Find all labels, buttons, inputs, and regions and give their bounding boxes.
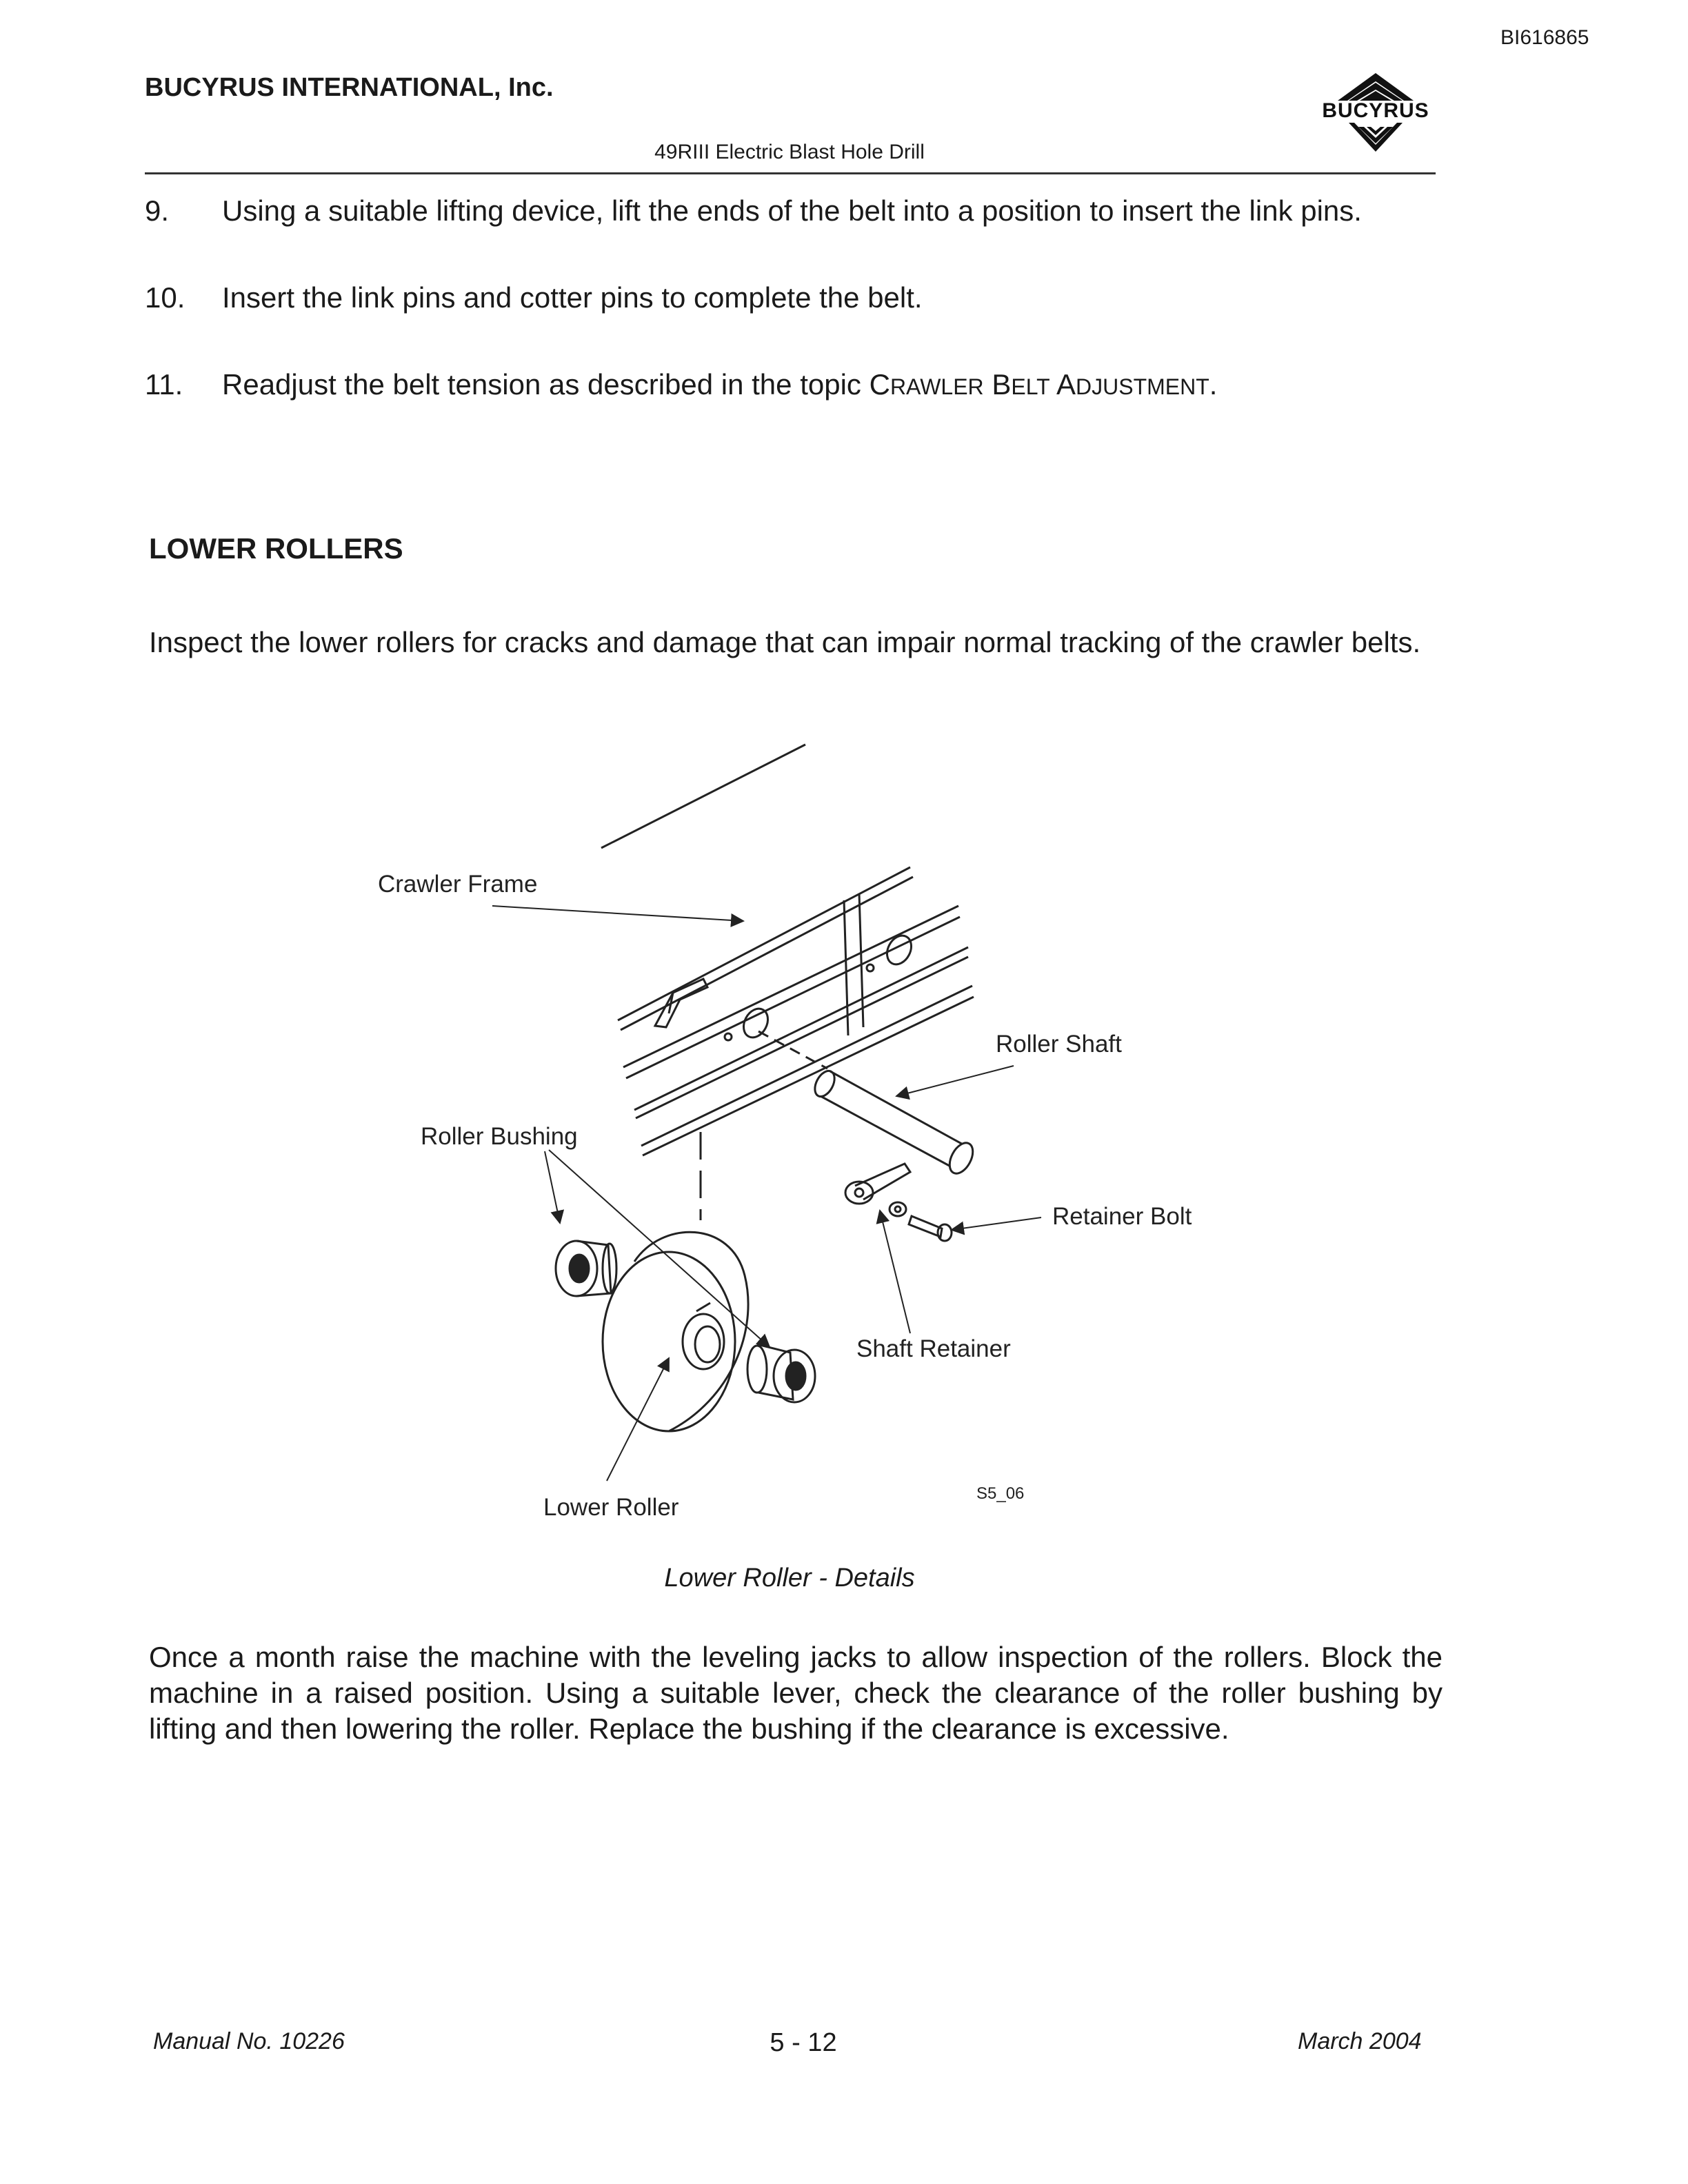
footer-page-number: 5 - 12 [770, 2028, 837, 2057]
label-shaft-retainer: Shaft Retainer [856, 1335, 1011, 1362]
intro-paragraph: Inspect the lower rollers for cracks and damage that can impair normal tracking of the crawler belts. [149, 626, 1421, 658]
document-id: BI616865 [1500, 26, 1589, 49]
inspection-paragraph: Once a month raise the machine with the leveling jacks to allow inspection of the rollers. Block the machine in a raised position. Using a suitable lever, check the clearance of the roller bushing by lifting and then lowering the roller. Replace the bushing if the clearance is excessive. [149, 1641, 1443, 1745]
label-roller-shaft: Roller Shaft [996, 1031, 1122, 1058]
step-text: Readjust the belt tension as described in the topic [222, 368, 870, 401]
step-10 [145, 280, 1455, 316]
logo-wordmark: BUCYRUS [1322, 99, 1429, 122]
topic-reference: CRAWLER BELT ADJUSTMENT [869, 368, 1209, 401]
figure-id: S5_06 [976, 1484, 1025, 1503]
step-number: 9. [145, 194, 170, 227]
section-title: LOWER ROLLERS [149, 532, 403, 565]
label-retainer-bolt: Retainer Bolt [1052, 1203, 1192, 1230]
label-crawler-frame: Crawler Frame [378, 871, 538, 898]
step-11: 11. Readjust the belt tension as described in the topic CRAWLER BELT ADJUSTMENT. [145, 367, 1455, 405]
footer-manual-number: Manual No. 10226 [153, 2028, 345, 2054]
step-number: 10. [145, 281, 185, 314]
company-name: BUCYRUS INTERNATIONAL, Inc. [145, 73, 554, 102]
label-roller-bushing: Roller Bushing [421, 1123, 578, 1150]
step-text: Using a suitable lifting device, lift the ends of the belt into a position to insert the link pins. [222, 194, 1362, 227]
header-rule [145, 172, 1436, 174]
step-text: Insert the link pins and cotter pins to complete the belt. [222, 281, 923, 314]
footer-date: March 2004 [1298, 2028, 1422, 2054]
step-number: 11. [145, 368, 183, 401]
step-9 [145, 193, 1455, 229]
lower-roller-diagram [345, 738, 1241, 1551]
label-lower-roller: Lower Roller [543, 1494, 679, 1521]
diagram-svg [345, 738, 1241, 1551]
document-subtitle: 49RIII Electric Blast Hole Drill [654, 141, 925, 163]
figure-caption: Lower Roller - Details [664, 1564, 915, 1593]
